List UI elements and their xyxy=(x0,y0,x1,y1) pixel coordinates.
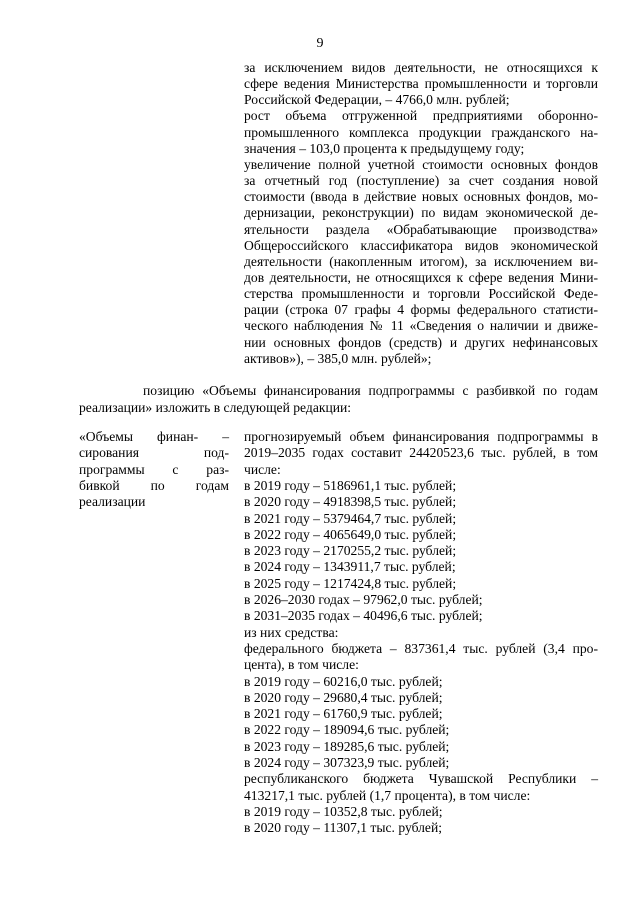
table-left-line: бивкой по годам xyxy=(79,477,229,493)
text-line: Общероссийского классификатора видов экономической xyxy=(244,237,598,253)
table-left-line: программы с раз- xyxy=(79,461,229,477)
table-right-line: 413217,1 тыс. рублей (1,7 процента), в том числе: xyxy=(244,787,531,803)
table-right-line: в 2031–2035 годах – 40496,6 тыс. рублей; xyxy=(244,608,483,624)
text-line: за исключением видов деятельности, не относящихся к xyxy=(244,60,598,75)
text-line: сфере ведения Министерства промышленности и торговли xyxy=(244,76,598,92)
text-line: ческого наблюдения № 11 «Сведения о наличии и движе- xyxy=(244,318,598,334)
table-right-line: в 2019 году – 10352,8 тыс. рублей; xyxy=(244,803,443,819)
table-left-line: «Объемы финан- – xyxy=(79,429,229,444)
table-right-line: в 2020 году – 4918398,5 тыс. рублей; xyxy=(244,494,457,510)
table-right-line: в 2026–2030 годах – 97962,0 тыс. рублей; xyxy=(244,592,483,607)
text-line: рации (строка 07 графы 4 формы федерального статисти- xyxy=(244,302,598,318)
table-right-line: республиканского бюджета Чувашской Республики – xyxy=(244,771,598,787)
table-right-line: в 2019 году – 5186961,1 тыс. рублей; xyxy=(244,477,457,493)
table-left-line: реализации xyxy=(79,494,146,510)
text-line: активов»), – 385,0 млн. рублей»; xyxy=(244,350,432,366)
table-right-line: в 2021 году – 61760,9 тыс. рублей; xyxy=(244,706,443,722)
paragraph-line: реализации» изложить в следующей редакции: xyxy=(79,399,352,415)
text-line: за отчетный год (поступление) за счет создания новой xyxy=(244,173,598,189)
table-right-line: в 2025 году – 1217424,8 тыс. рублей; xyxy=(244,575,457,591)
table-right-line: цента), в том числе: xyxy=(244,657,359,673)
text-line: стоимости (ввода в действие новых основных фондов, мо- xyxy=(244,189,598,205)
table-right-line: в 2022 году – 189094,6 тыс. рублей; xyxy=(244,722,450,738)
table-right-line: 2019–2035 годах составит 24420523,6 тыс. рублей, в том xyxy=(244,445,598,461)
text-line: деятельности (накопленным итогом), за исключением ви- xyxy=(244,253,598,269)
table-right-line: прогнозируемый объем финансирования подпрограммы в xyxy=(244,429,598,444)
table-right-line: в 2021 году – 5379464,7 тыс. рублей; xyxy=(244,510,457,526)
table-right-line: числе: xyxy=(244,461,281,477)
text-line: дернизации, реконструкции) по видам экономической де- xyxy=(244,205,598,221)
table-right-line: в 2023 году – 2170255,2 тыс. рублей; xyxy=(244,543,457,559)
text-line: значения – 103,0 процента к предыдущему году; xyxy=(244,140,525,156)
table-right-line: в 2019 году – 60216,0 тыс. рублей; xyxy=(244,673,443,689)
text-line: стерства промышленности и торговли Российской Феде- xyxy=(244,286,598,302)
table-right-line: в 2020 году – 29680,4 тыс. рублей; xyxy=(244,689,443,705)
table-right-line: в 2023 году – 189285,6 тыс. рублей; xyxy=(244,738,450,754)
text-line: дов деятельности, не относящихся к сфере ведения Мини- xyxy=(244,269,598,285)
page-number: 9 xyxy=(316,36,324,51)
table-right-line: в 2024 году – 1343911,7 тыс. рублей; xyxy=(244,559,456,575)
table-right-line: в 2022 году – 4065649,0 тыс. рублей; xyxy=(244,526,457,542)
table-right-line: в 2020 году – 11307,1 тыс. рублей; xyxy=(244,820,443,836)
table-right-line: федерального бюджета – 837361,4 тыс. рублей (3,4 про- xyxy=(244,640,598,656)
text-line: Российской Федерации, – 4766,0 млн. рублей; xyxy=(244,92,510,108)
text-line: промышленного комплекса продукции гражданского на- xyxy=(244,124,598,140)
text-line: рост объема отгруженной предприятиями оборонно- xyxy=(244,108,598,124)
table-right-line: в 2024 году – 307323,9 тыс. рублей; xyxy=(244,755,450,770)
table-left-line: сирования под- xyxy=(79,445,229,461)
table-right-line: из них средства: xyxy=(244,624,339,640)
text-line: увеличение полной учетной стоимости основных фондов xyxy=(244,156,598,172)
paragraph-line: позицию «Объемы финансирования подпрограммы с разбивкой по годам xyxy=(143,383,598,398)
text-line: ятельности раздела «Обрабатывающие производства» xyxy=(244,221,598,237)
text-line: нии основных фондов (средств) и других нефинансовых xyxy=(244,334,598,350)
